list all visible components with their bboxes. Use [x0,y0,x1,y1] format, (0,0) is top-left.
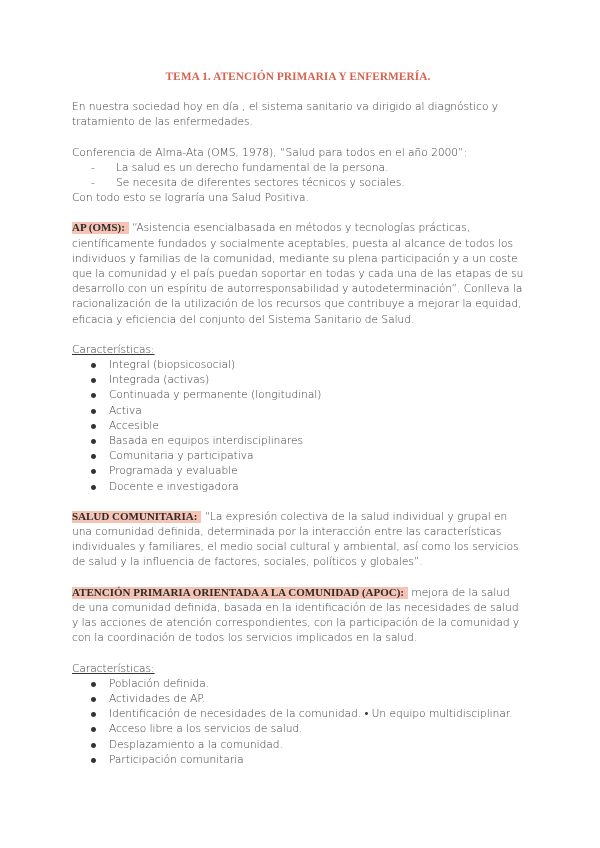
ap-oms-text: “Asistencia esencialbasada en métodos y tecnologías prácticas, científicamente fundados y socialmente aceptables, puesta al alcance de todos los individuos y familias de la comunidad, mediante su plena participación y a un coste que la comunidad y el país puedan soportar en todas y cada una de las etapas de su desarrollo con un espíritu de autorresponsabilidad y autodeterminación”. Conlleva la racionalización de la utilización de los recursos que contribuye a mejorar la equidad, eficacia y eficiencia del conjunto del Sistema Sanitario de Salud. [72,222,524,326]
apoc-label: ATENCIÓN PRIMARIA ORIENTADA A LA COMUNIDAD (APOC): [72,587,408,599]
ap-oms-paragraph [72,221,524,327]
list-item: Comunitaria y participativa [91,449,524,464]
salud-comunitaria-label: SALUD COMUNITARIA: [72,511,201,523]
list-item: Activa [91,404,524,419]
page-title: TEMA 1. ATENCIÓN PRIMARIA Y ENFERMERÍA. [165,71,431,83]
document-body [72,70,524,768]
apoc-paragraph [72,586,524,647]
list-item: Continuada y permanente (longitudinal) [91,388,524,403]
list-item: Población definida. [91,677,524,692]
salud-comunitaria-text: “La expresión colectiva de la salud individual y grupal en una comunidad definida, determinada por la interacción entre las características individuales y familiares, el medio social cultural y ambiental, así como los servicios de salud y la influencia de factores, sociales, políticos y globales”. [72,510,519,569]
list-item: - La salud es un derecho fundamental de la persona. [91,161,524,176]
list-item: Integrada (activas) [91,373,524,388]
ap-oms-label: AP (OMS): [72,222,129,234]
caracteristicas-heading-2: Características: [72,662,155,675]
list-item: Docente e investigadora [91,480,524,495]
alma-ata-heading: Conferencia de Alma-Ata (OMS, 1978), “Salud para todos en el año 2000”: [72,146,468,159]
apoc-text: mejora de la salud de una comunidad definida, basada en la identificación de las necesidades de salud y las acciones de atención correspondientes, con la participación de la comunidad y con la coordinación de todos los servicios implicados en la salud. [72,586,520,645]
list-item: Participación comunitaria [91,753,524,768]
salud-comunitaria-paragraph [72,510,524,571]
list-item: Acceso libre a los servicios de salud. [91,722,524,737]
list-item: Programada y evaluable [91,464,524,479]
caracteristicas-list-1 [72,358,524,495]
caracteristicas-heading-1: Características: [72,343,155,356]
alma-ata-closing: Con todo esto se lograría una Salud Positiva. [72,192,309,205]
list-item: Integral (biopsicosocial) [91,358,524,373]
alma-ata-list [72,161,524,191]
list-item: Identificación de necesidades de la comunidad. • Un equipo multidisciplinar. [91,707,524,722]
list-item: Actividades de AP. [91,692,524,707]
list-item: Desplazamiento a la comunidad. [91,738,524,753]
list-item: Basada en equipos interdisciplinares [91,434,524,449]
list-item: Accesible [91,419,524,434]
caracteristicas-list-2 [72,677,524,768]
list-item: - Se necesita de diferentes sectores técnicos y sociales. [91,176,524,191]
intro-paragraph: En nuestra sociedad hoy en día , el sistema sanitario va dirigido al diagnóstico y tratamiento de las enfermedades. [72,101,499,129]
